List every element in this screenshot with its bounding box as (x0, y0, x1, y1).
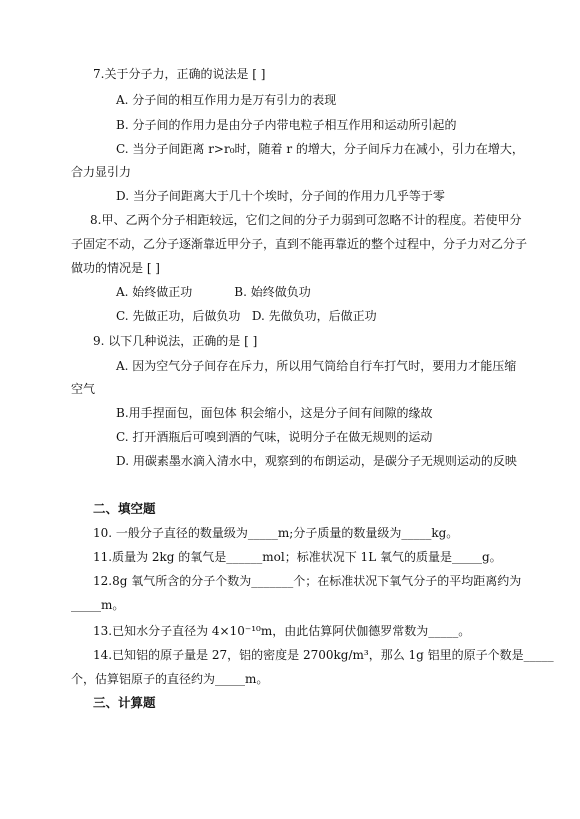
q13: 13.已知水分子直径为 4×10⁻¹⁰m，由此估算阿伏伽德罗常数为_____。 (93, 624, 471, 638)
q7-option-a: A. 分子间的相互作用力是万有引力的表现 (116, 93, 337, 107)
q12-line-2: _____m。 (71, 598, 125, 612)
q7-option-c-continued: 合力显引力 (71, 165, 132, 179)
q9-option-d: D. 用碳素墨水滴入清水中，观察到的布朗运动，是碳分子无规则运动的反映 (116, 454, 517, 468)
section-fill-in-title: 二、填空题 (93, 501, 156, 516)
q9-option-c: C. 打开酒瓶后可嗅到酒的气味，说明分子在做无规则的运动 (116, 430, 433, 444)
q9-option-a-continued: 空气 (71, 382, 96, 396)
q9-stem: 9. 以下几种说法，正确的是 [ ] (93, 334, 258, 348)
q8-stem-line-3: 做功的情况是 [ ] (71, 261, 160, 275)
q9-option-a: A. 因为空气分子间存在斥力，所以用气筒给自行车打气时，要用力才能压缩 (116, 359, 517, 373)
q7-stem: 7.关于分子力，正确的说法是 [ ] (93, 67, 266, 81)
section-calculation-title: 三、计算题 (93, 695, 156, 710)
q8-options-cd: C. 先做正功，后做负功 D. 先做负功，后做正功 (116, 309, 377, 323)
q14-line-2: 个，估算铝原子的直径约为_____m。 (71, 672, 269, 686)
q7-option-c: C. 当分子间距离 r>r₀时，随着 r 的增大，分子间斥力在减小，引力在增大， (116, 142, 524, 156)
q10: 10. 一般分子直径的数量级为_____m;分子质量的数量级为_____kg。 (93, 526, 459, 540)
q8-options-ab: A. 始终做正功 B. 始终做负功 (116, 285, 311, 299)
q14-line-1: 14.已知铝的原子量是 27，铝的密度是 2700kg/m³，那么 1g 铝里的原子个数是_____ (93, 648, 554, 662)
q8-stem-line-1: 8.甲、乙两个分子相距较远，它们之间的分子力弱到可忽略不计的程度。若使甲分 (90, 213, 522, 227)
q12-line-1: 12.8g 氧气所含的分子个数为_______个；在标准状况下氧气分子的平均距离约为 (93, 574, 522, 588)
q8-stem-line-2: 子固定不动，乙分子逐渐靠近甲分子，直到不能再靠近的整个过程中，分子力对乙分子 (71, 237, 528, 251)
q11: 11.质量为 2kg 的氧气是______mol；标准状况下 1L 氧气的质量是_____g。 (93, 550, 502, 564)
q7-option-d: D. 当分子间距离大于几十个埃时，分子间的作用力几乎等于零 (116, 189, 445, 203)
q9-option-b: B.用手捏面包，面包体 积会缩小，这是分子间有间隙的缘故 (116, 406, 433, 420)
q7-option-b: B. 分子间的作用力是由分子内带电粒子相互作用和运动所引起的 (116, 118, 457, 132)
